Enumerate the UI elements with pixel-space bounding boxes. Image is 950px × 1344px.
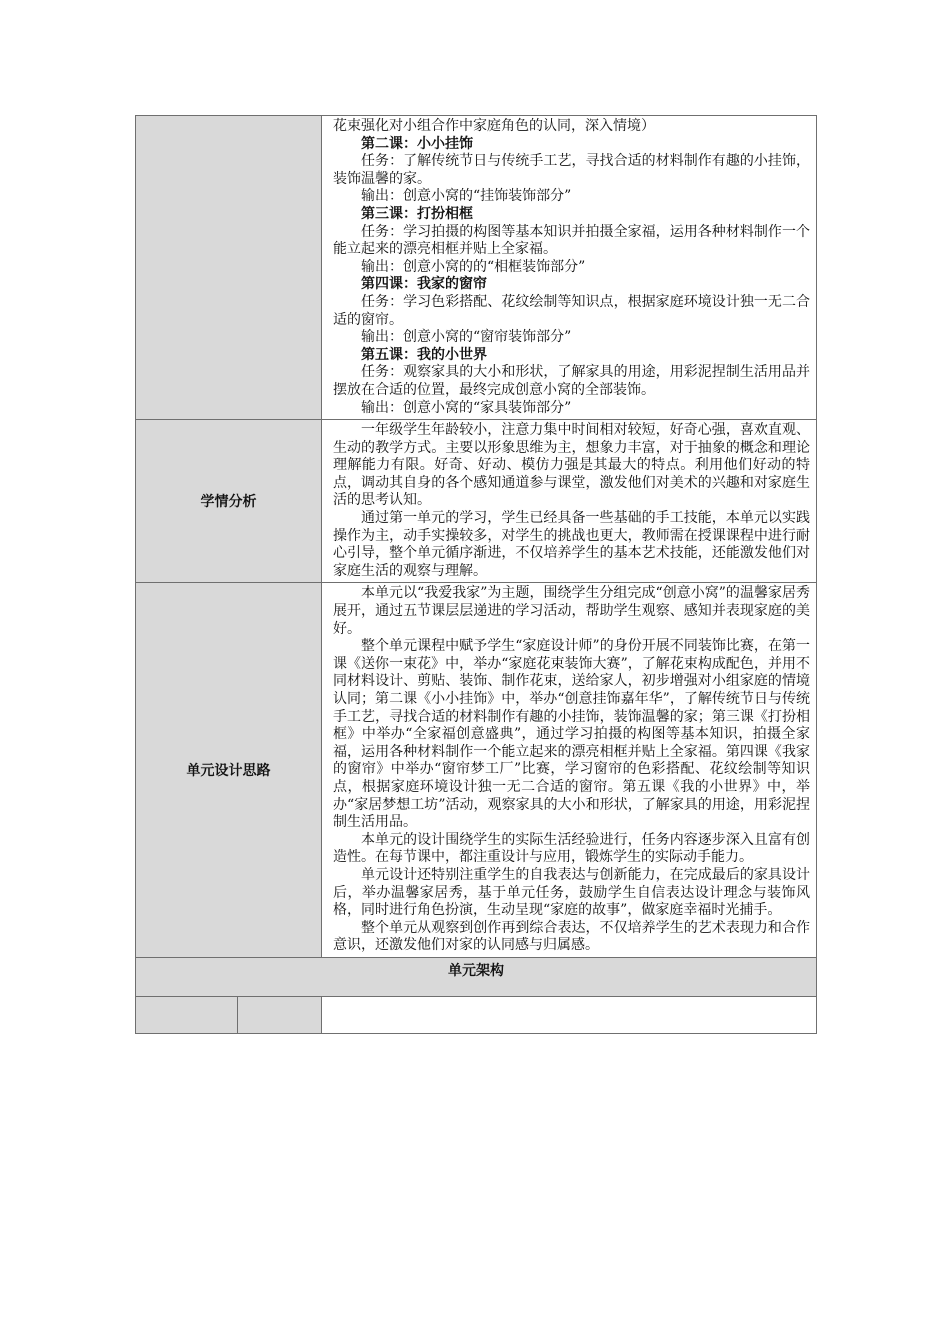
lesson-5-task: 任务：观察家具的大小和形状，了解家具的用途，用彩泥捏制生活用品并摆放在合适的位置，最终完成创意小窝的全部装饰。	[333, 364, 810, 398]
unit-design-content	[322, 583, 817, 957]
structure-cell-1	[136, 996, 238, 1033]
unit-design-paragraph: 单元设计还特别注重学生的自我表达与创新能力，在完成最后的家具设计后，举办温馨家居秀，基于单元任务，鼓励学生自信表达设计理念与装饰风格，同时进行角色扮演，生动呈现“家庭的故事”，做家庭幸福时光捕手。	[333, 866, 810, 919]
student-analysis-label: 学情分析	[136, 420, 322, 583]
lesson-2-title: 第二课：小小挂饰	[361, 135, 473, 152]
unit-design-paragraph: 整个单元课程中赋予学生“家庭设计师”的身份开展不同装饰比赛，在第一课《送你一束花》中，举办“家庭花束装饰大赛”，了解花束构成配色，并用不同材料设计、剪贴、装饰、制作花束，送给家人，初步增强对小组家庭的情境认同；第二课《小小挂饰》中，举办“创意挂饰嘉年华”，了解传统节日与传统手工艺，寻找合适的材料制作有趣的小挂饰，装饰温馨的家；第三课《打扮相框》中举办“全家福创意盛典”，通过学习拍摄的构图等基本知识，拍摄全家福，运用各种材料制作一个能立起来的漂亮相框并贴上全家福。第四课《我家的窗帘》中举办“窗帘梦工厂”比赛，学习窗帘的色彩搭配、花纹绘制等知识点，根据家庭环境设计独一无二合适的窗帘。第五课《我的小世界》中，举办“家居梦想工坊”活动，观察家具的大小和形状，了解家具的用途，用彩泥捏制生活用品。	[333, 638, 810, 831]
lesson-4-task: 任务：学习色彩搭配、花纹绘制等知识点，根据家庭环境设计独一无二合适的窗帘。	[333, 293, 810, 328]
lesson-3-output: 输出：创意小窝的的“相框装饰部分”	[361, 258, 586, 275]
structure-cell-2	[238, 996, 322, 1033]
unit-design-paragraph: 整个单元从观察到创作再到综合表达，不仅培养学生的艺术表现力和合作意识，还激发他们对家的认同感与归属感。	[333, 919, 810, 954]
student-analysis-row	[136, 420, 817, 583]
continuation-label-cell	[136, 116, 322, 420]
unit-structure-header-row	[136, 957, 817, 996]
unit-plan-table	[135, 115, 817, 1034]
lessons-continuation-row	[136, 116, 817, 420]
lesson-5-title: 第五课：我的小世界	[361, 346, 487, 363]
structure-cell-3	[322, 996, 817, 1033]
student-analysis-paragraph: 一年级学生年龄较小，注意力集中时间相对较短，好奇心强，喜欢直观、生动的教学方式。主要以形象思维为主，想象力丰富，对于抽象的概念和理论理解能力有限。好奇、好动、模仿力强是其最大的特点。利用他们好动的特点，调动其自身的各个感知通道参与课堂，激发他们对美术的兴趣和对家庭生活的思考认知。	[333, 422, 810, 509]
unit-structure-empty-row	[136, 996, 817, 1033]
unit-design-paragraph: 本单元的设计围绕学生的实际生活经验进行，任务内容逐步深入且富有创造性。在每节课中，都注重设计与应用，锻炼学生的实际动手能力。	[333, 831, 810, 866]
unit-design-row	[136, 583, 817, 957]
lesson-2-task: 任务：了解传统节日与传统手工艺，寻找合适的材料制作有趣的小挂饰，装饰温馨的家。	[333, 153, 810, 187]
student-analysis-paragraph: 通过第一单元的学习，学生已经具备一些基础的手工技能，本单元以实践操作为主，动手实操较多，对学生的挑战也更大，教师需在授课课程中进行耐心引导，整个单元循序渐进，不仅培养学生的基本艺术技能，还能激发他们对家庭生活的观察与理解。	[333, 510, 810, 579]
lesson-3-title: 第三课：打扮相框	[361, 205, 473, 222]
lessons-content-cell	[322, 116, 817, 420]
continuation-first-line: 花束强化对小组合作中家庭角色的认同，深入情境）	[333, 118, 655, 134]
lesson-4-output: 输出：创意小窝的“窗帘装饰部分”	[361, 329, 572, 346]
lesson-4-title: 第四课：我家的窗帘	[361, 276, 487, 293]
lesson-3-task: 任务：学习拍摄的构图等基本知识并拍摄全家福，运用各种材料制作一个能立起来的漂亮相框并贴上全家福。	[333, 223, 810, 258]
unit-structure-header: 单元架构	[136, 957, 817, 996]
student-analysis-content	[322, 420, 817, 583]
unit-design-paragraph: 本单元以“我爱我家”为主题，围绕学生分组完成“创意小窝”的温馨家居秀展开，通过五节课层层递进的学习活动，帮助学生观察、感知并表现家庭的美好。	[333, 585, 810, 637]
unit-design-label: 单元设计思路	[136, 583, 322, 957]
lesson-5-output: 输出：创意小窝的“家具装饰部分”	[361, 399, 572, 416]
lesson-2-output: 输出：创意小窝的“挂饰装饰部分”	[361, 188, 572, 205]
